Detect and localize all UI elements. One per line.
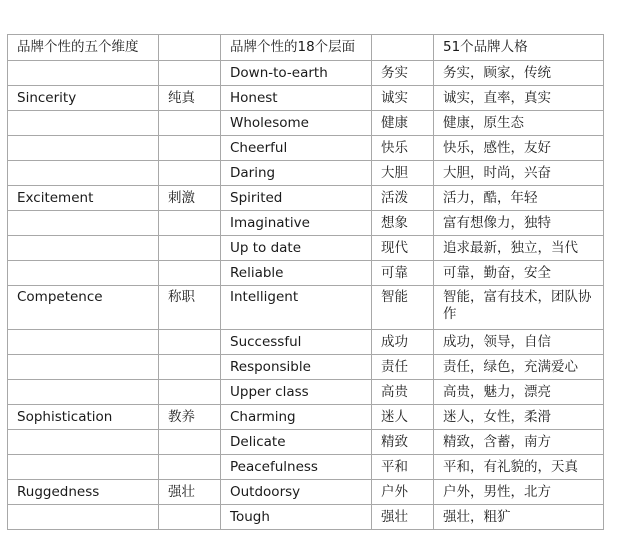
facet-cell: Cheerful [221,136,372,161]
dimension-cell [8,455,159,480]
table-row [8,136,604,161]
table-row [8,430,604,455]
brand-personality-table-container [7,34,604,530]
brand-personality-table [7,34,604,530]
facet-cell: Down-to-earth [221,61,372,86]
traits-cell: 富有想像力，独特 [434,211,604,236]
traits-cell: 责任，绿色，充满爱心 [434,355,604,380]
table-row [8,405,604,430]
facet-cn-cell: 精致 [372,430,434,455]
facet-cell: Intelligent [221,286,372,330]
traits-cell: 迷人，女性，柔滑 [434,405,604,430]
facet-cn-cell: 大胆 [372,161,434,186]
traits-cell: 高贵，魅力，漂亮 [434,380,604,405]
dimension-cn-cell [159,61,221,86]
table-row [8,505,604,530]
dimension-cn-cell [159,211,221,236]
traits-cell: 精致，含蓄，南方 [434,430,604,455]
header-facet-cn-blank [372,35,434,61]
facet-cn-cell: 活泼 [372,186,434,211]
header-facet: 品牌个性的18个层面 [221,35,372,61]
dimension-cell [8,136,159,161]
table-row [8,380,604,405]
dimension-cn-cell [159,455,221,480]
dimension-cell: Sincerity [8,86,159,111]
dimension-cn-cell [159,261,221,286]
header-dimension: 品牌个性的五个维度 [8,35,159,61]
dimension-cell [8,330,159,355]
facet-cell: Delicate [221,430,372,455]
table-row [8,236,604,261]
table-row [8,355,604,380]
dimension-cn-cell [159,430,221,455]
facet-cn-cell: 强壮 [372,505,434,530]
traits-cell: 诚实，直率，真实 [434,86,604,111]
traits-cell: 快乐，感性，友好 [434,136,604,161]
facet-cell: Imaginative [221,211,372,236]
table-row [8,211,604,236]
dimension-cell [8,355,159,380]
header-traits: 51个品牌人格 [434,35,604,61]
table-row [8,61,604,86]
facet-cn-cell: 责任 [372,355,434,380]
dimension-cn-cell [159,380,221,405]
facet-cell: Peacefulness [221,455,372,480]
dimension-cell [8,505,159,530]
traits-cell: 平和，有礼貌的，天真 [434,455,604,480]
facet-cn-cell: 健康 [372,111,434,136]
dimension-cell [8,261,159,286]
dimension-cn-cell: 称职 [159,286,221,330]
dimension-cn-cell: 刺激 [159,186,221,211]
dimension-cn-cell [159,505,221,530]
facet-cn-cell: 平和 [372,455,434,480]
facet-cn-cell: 现代 [372,236,434,261]
traits-cell: 可靠，勤奋，安全 [434,261,604,286]
traits-cell: 追求最新，独立，当代 [434,236,604,261]
traits-cell: 户外，男性，北方 [434,480,604,505]
dimension-cn-cell: 强壮 [159,480,221,505]
table-row [8,161,604,186]
dimension-cell [8,236,159,261]
facet-cell: Responsible [221,355,372,380]
table-row [8,480,604,505]
traits-cell: 强壮，粗犷 [434,505,604,530]
facet-cell: Successful [221,330,372,355]
dimension-cn-cell [159,111,221,136]
table-row [8,330,604,355]
table-body [8,35,604,530]
traits-cell: 活力，酷，年轻 [434,186,604,211]
facet-cell: Charming [221,405,372,430]
dimension-cn-cell [159,161,221,186]
traits-cell: 务实，顾家，传统 [434,61,604,86]
dimension-cn-cell [159,330,221,355]
facet-cell: Up to date [221,236,372,261]
traits-cell: 健康，原生态 [434,111,604,136]
facet-cn-cell: 智能 [372,286,434,330]
dimension-cell [8,61,159,86]
dimension-cell: Competence [8,286,159,330]
traits-cell: 大胆，时尚，兴奋 [434,161,604,186]
dimension-cn-cell [159,355,221,380]
facet-cn-cell: 户外 [372,480,434,505]
table-row [8,455,604,480]
facet-cell: Reliable [221,261,372,286]
facet-cn-cell: 可靠 [372,261,434,286]
traits-cell: 智能，富有技术，团队协作 [434,286,604,330]
dimension-cn-cell: 教养 [159,405,221,430]
traits-cell: 成功，领导，自信 [434,330,604,355]
table-row [8,186,604,211]
facet-cell: Honest [221,86,372,111]
dimension-cell: Excitement [8,186,159,211]
table-row [8,86,604,111]
dimension-cell [8,211,159,236]
dimension-cn-cell [159,236,221,261]
facet-cn-cell: 成功 [372,330,434,355]
facet-cn-cell: 迷人 [372,405,434,430]
table-row [8,111,604,136]
dimension-cn-cell [159,136,221,161]
header-dimension-cn-blank [159,35,221,61]
facet-cell: Daring [221,161,372,186]
dimension-cell: Sophistication [8,405,159,430]
dimension-cell [8,430,159,455]
table-row [8,261,604,286]
facet-cell: Upper class [221,380,372,405]
facet-cell: Spirited [221,186,372,211]
facet-cell: Wholesome [221,111,372,136]
table-row [8,286,604,330]
facet-cn-cell: 快乐 [372,136,434,161]
facet-cn-cell: 诚实 [372,86,434,111]
facet-cell: Tough [221,505,372,530]
facet-cn-cell: 务实 [372,61,434,86]
dimension-cn-cell: 纯真 [159,86,221,111]
facet-cn-cell: 高贵 [372,380,434,405]
dimension-cell [8,111,159,136]
dimension-cell: Ruggedness [8,480,159,505]
dimension-cell [8,380,159,405]
facet-cn-cell: 想象 [372,211,434,236]
header-row [8,35,604,61]
dimension-cell [8,161,159,186]
facet-cell: Outdoorsy [221,480,372,505]
